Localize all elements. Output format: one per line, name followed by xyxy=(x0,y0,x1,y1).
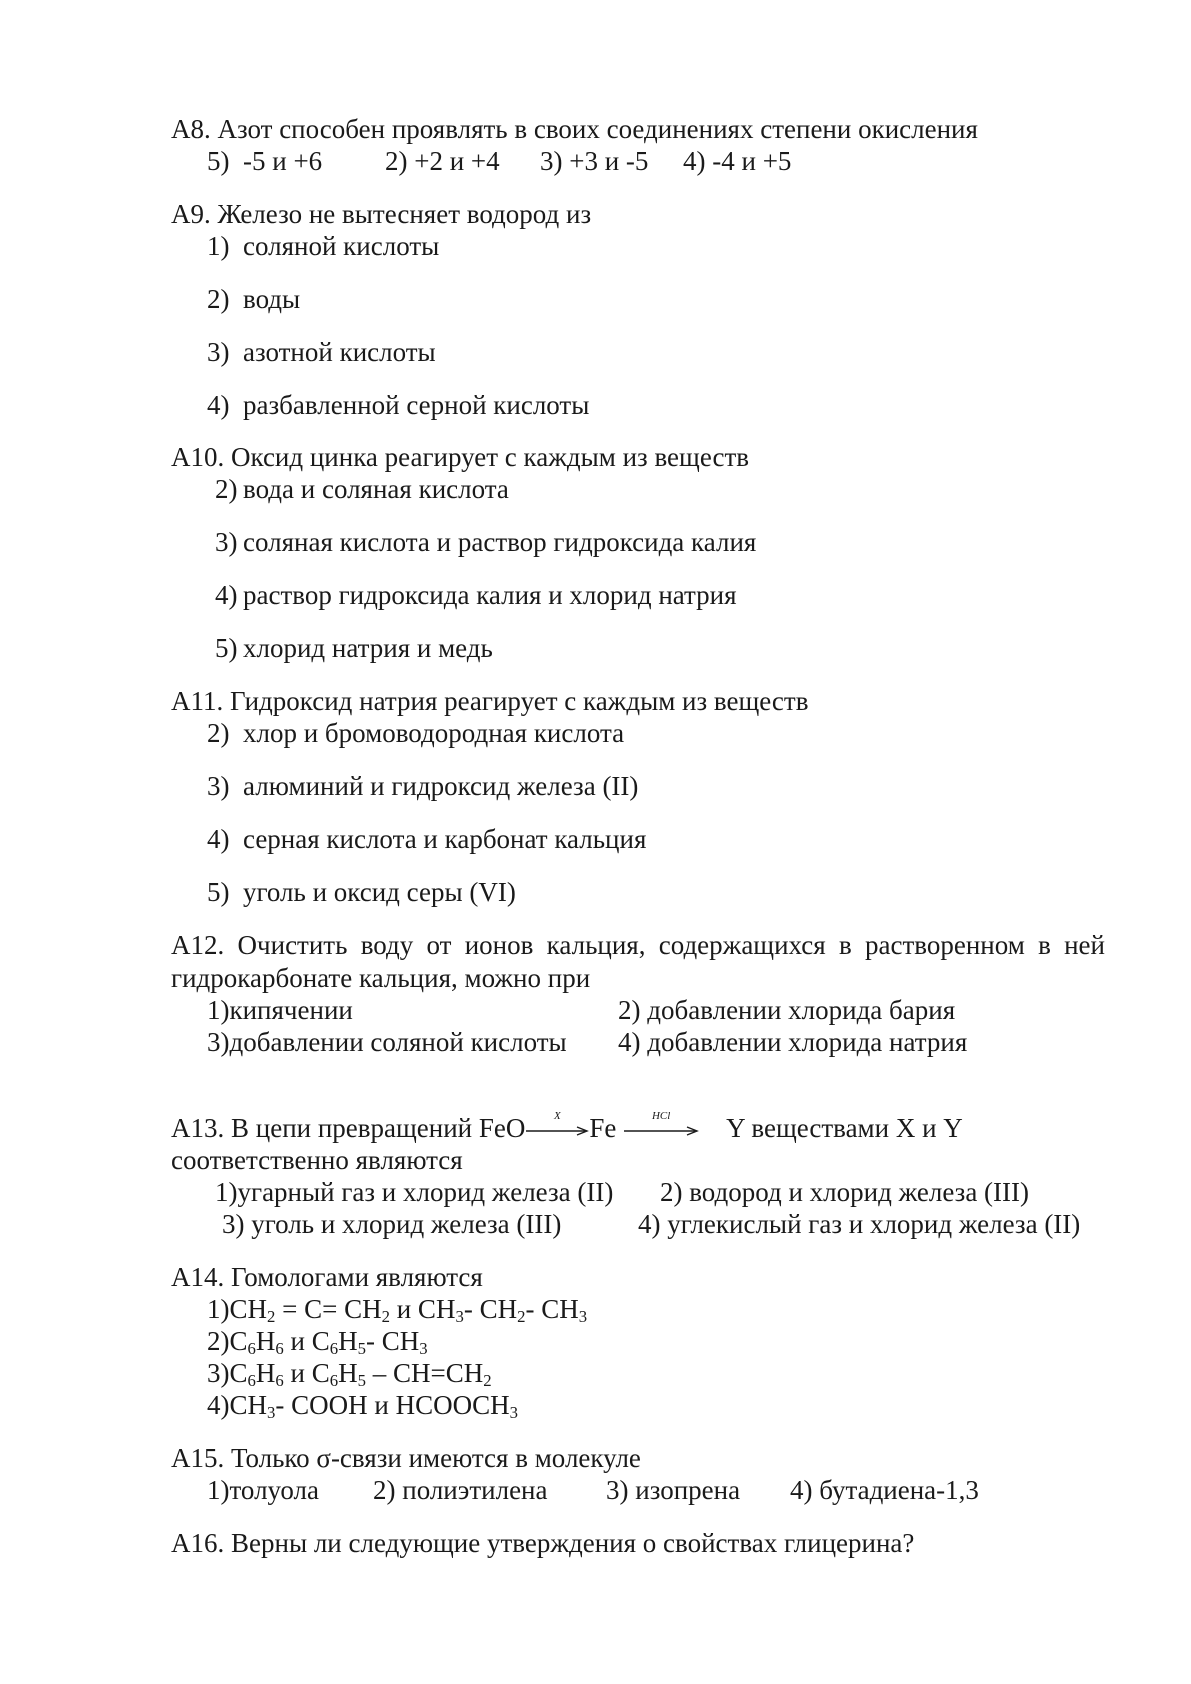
option-a13-2: 2) водород и хлорид железа (III) xyxy=(660,1177,1030,1207)
option-a10-4 xyxy=(215,635,493,662)
option-number: 3) xyxy=(215,527,238,557)
formula-text: 1)CH xyxy=(207,1294,267,1324)
option-a13-4: 4) углекислый газ и хлорид железа (II) xyxy=(638,1209,1081,1239)
formula-subscript: 3 xyxy=(455,1307,464,1327)
formula-text: H xyxy=(255,1358,276,1388)
option-text: -4 и +5 xyxy=(712,146,792,176)
option-a11-4 xyxy=(207,879,516,906)
option-text: соляной кислоты xyxy=(243,231,440,261)
formula-subscript: 2 xyxy=(517,1307,526,1327)
reaction-arrow-label-2: HCl xyxy=(651,1109,671,1122)
formula-text: - COOH и HCOOCH xyxy=(275,1390,510,1420)
option-a9-1 xyxy=(207,233,439,260)
option-text: алюминий и гидроксид железа (II) xyxy=(243,771,639,801)
question-a16-stem: А16. Верны ли следующие утверждения о свойствах глицерина? xyxy=(171,1528,915,1558)
option-text: -5 и +6 xyxy=(243,146,323,176)
a13-stem-prefix: А13. В цепи превращений FeO xyxy=(171,1113,526,1143)
formula-subscript: 3 xyxy=(509,1403,518,1423)
option-text: уголь и оксид серы (VI) xyxy=(243,877,516,907)
option-number: 5) xyxy=(207,146,230,176)
formula-text: 4)CH xyxy=(207,1390,267,1420)
arrow-icon xyxy=(525,1125,589,1137)
option-number: 3) xyxy=(207,337,230,367)
option-a11-2 xyxy=(207,773,638,800)
option-number: 2) xyxy=(385,146,408,176)
formula-subscript: 5 xyxy=(357,1371,366,1391)
a13-middle: Fe xyxy=(589,1113,617,1143)
option-a10-3 xyxy=(215,582,737,609)
formula-subscript: 2 xyxy=(483,1371,492,1391)
formula-subscript: 2 xyxy=(267,1307,276,1327)
option-a12-2: 2) добавлении хлорида бария xyxy=(618,995,956,1025)
option-a12-3: 3)добавлении соляной кислоты xyxy=(207,1027,567,1057)
formula-text: - CH xyxy=(525,1294,579,1324)
formula-text: - CH xyxy=(463,1294,518,1324)
reaction-arrow-label-1: X xyxy=(554,1109,561,1122)
option-number: 5) xyxy=(207,877,230,907)
formula-text: - CH xyxy=(365,1326,420,1356)
formula-subscript: 6 xyxy=(247,1371,256,1391)
question-a12-stem-line1: А12. Очистить воду от ионов кальция, содержащихся в растворенном в ней xyxy=(171,930,1105,960)
option-a12-4: 4) добавлении хлорида натрия xyxy=(618,1027,968,1057)
formula-text: – CH=CH xyxy=(365,1358,484,1388)
formula-text: и C xyxy=(283,1358,330,1388)
reaction-arrow-1 xyxy=(525,1109,589,1137)
option-a8-3 xyxy=(540,148,648,175)
option-a15-4: 4) бутадиена-1,3 xyxy=(790,1475,979,1505)
question-a14-stem: А14. Гомологами являются xyxy=(171,1262,483,1292)
question-a8-stem: А8. Азот способен проявлять в своих соединениях степени окисления xyxy=(171,114,978,144)
question-a11-stem: А11. Гидроксид натрия реагирует с каждым из веществ xyxy=(171,686,809,716)
option-text: разбавленной серной кислоты xyxy=(243,390,590,420)
option-a9-4 xyxy=(207,392,589,419)
option-number: 4) xyxy=(207,824,230,854)
option-number: 4) xyxy=(207,390,230,420)
formula-text: = C= CH xyxy=(275,1294,382,1324)
option-number: 3) xyxy=(207,771,230,801)
option-a15-2: 2) полиэтилена xyxy=(373,1475,548,1505)
formula-subscript: 3 xyxy=(419,1339,428,1359)
formula-subscript: 5 xyxy=(357,1339,366,1359)
formula-subscript: 3 xyxy=(267,1403,276,1423)
option-a8-2 xyxy=(385,148,500,175)
formula-text: 2)C xyxy=(207,1326,248,1356)
option-number: 5) xyxy=(215,633,238,663)
formula-text: H xyxy=(338,1358,358,1388)
option-number: 1) xyxy=(207,231,230,261)
question-a13-stem-line2: соответственно являются xyxy=(171,1145,463,1175)
option-a9-2 xyxy=(207,286,300,313)
option-number: 2) xyxy=(207,284,230,314)
option-a11-3 xyxy=(207,826,646,853)
option-a14-1 xyxy=(207,1294,588,1327)
option-text: воды xyxy=(243,284,301,314)
option-text: соляная кислота и раствор гидроксида калия xyxy=(243,527,757,557)
option-a13-3: 3) уголь и хлорид железа (III) xyxy=(222,1209,562,1239)
question-a10-stem: А10. Оксид цинка реагирует с каждым из веществ xyxy=(171,442,750,472)
option-a14-2 xyxy=(207,1326,428,1359)
question-a15-stem: А15. Только σ-связи имеются в молекуле xyxy=(171,1443,641,1473)
question-a13-stem xyxy=(171,1109,963,1143)
option-number: 3) xyxy=(540,146,563,176)
option-a15-3: 3) изопрена xyxy=(606,1475,741,1505)
formula-text: H xyxy=(338,1326,358,1356)
option-text: вода и соляная кислота xyxy=(243,474,509,504)
option-number: 4) xyxy=(215,580,238,610)
option-a10-2 xyxy=(215,529,756,556)
question-a9-stem: А9. Железо не вытесняет водород из xyxy=(171,199,592,229)
option-a14-4 xyxy=(207,1390,518,1423)
a13-stem-suffix: Y веществами X и Y xyxy=(726,1113,963,1143)
formula-text: 3)C xyxy=(207,1358,248,1388)
option-number: 2) xyxy=(207,718,230,748)
option-a14-3 xyxy=(207,1358,492,1391)
reaction-arrow-2 xyxy=(623,1109,699,1137)
option-a9-3 xyxy=(207,339,436,366)
formula-subscript: 6 xyxy=(275,1339,284,1359)
option-text: +2 и +4 xyxy=(414,146,500,176)
formula-subscript: 6 xyxy=(329,1339,339,1359)
formula-subscript: 6 xyxy=(247,1339,256,1359)
option-text: раствор гидроксида калия и хлорид натрия xyxy=(243,580,737,610)
option-text: хлорид натрия и медь xyxy=(243,633,493,663)
arrow-icon xyxy=(623,1125,699,1137)
option-number: 2) xyxy=(215,474,238,504)
formula-text: и C xyxy=(283,1326,330,1356)
formula-subscript: 6 xyxy=(329,1371,339,1391)
question-a12-stem-line2: гидрокарбонате кальция, можно при xyxy=(171,963,591,993)
option-a8-4 xyxy=(683,148,791,175)
option-a8-1 xyxy=(207,148,322,175)
option-a13-1: 1)угарный газ и хлорид железа (II) xyxy=(215,1177,614,1207)
option-number: 4) xyxy=(683,146,706,176)
formula-text: H xyxy=(255,1326,276,1356)
formula-subscript: 2 xyxy=(381,1307,390,1327)
formula-text: и CH xyxy=(389,1294,456,1324)
option-text: азотной кислоты xyxy=(243,337,436,367)
option-text: +3 и -5 xyxy=(569,146,649,176)
option-text: серная кислота и карбонат кальция xyxy=(243,824,647,854)
option-a15-1: 1)толуола xyxy=(207,1475,319,1505)
formula-subscript: 6 xyxy=(275,1371,284,1391)
option-a12-1: 1)кипячении xyxy=(207,995,353,1025)
formula-subscript: 3 xyxy=(578,1307,588,1327)
option-a11-1 xyxy=(207,720,624,747)
option-text: хлор и бромоводородная кислота xyxy=(243,718,625,748)
option-a10-1 xyxy=(215,476,509,503)
